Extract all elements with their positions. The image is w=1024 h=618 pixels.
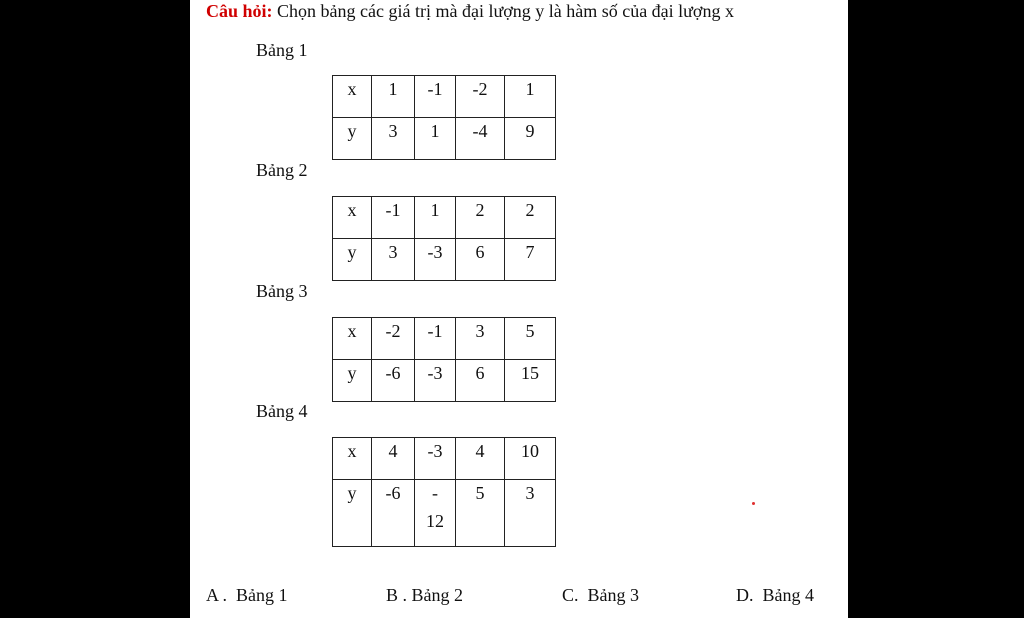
table-cell: 3 — [372, 118, 415, 160]
table-cell: 4 — [456, 438, 505, 480]
table-1-y-row — [333, 118, 556, 160]
table-2-x-row — [333, 197, 556, 239]
table-cell: -2 — [372, 318, 415, 360]
table-cell: 6 — [456, 360, 505, 402]
table-4 — [332, 437, 556, 547]
answer-text: Bảng 2 — [411, 585, 464, 605]
answer-text: Bảng 3 — [587, 585, 640, 605]
table-cell: -6 — [372, 360, 415, 402]
table-4-x-row — [333, 438, 556, 480]
answer-option-a[interactable] — [206, 585, 288, 606]
table-cell: 7 — [505, 239, 556, 281]
table-cell: -1 — [372, 197, 415, 239]
table-4-label: Bảng 4 — [256, 401, 308, 421]
table-cell: x — [333, 197, 372, 239]
table-cell: 1 — [415, 118, 456, 160]
table-cell: y — [333, 480, 372, 547]
table-cell: 1 — [505, 76, 556, 118]
split-value-top: - — [432, 483, 438, 503]
table-cell: -3 — [415, 438, 456, 480]
answer-key: C. — [562, 585, 579, 605]
table-cell: 4 — [372, 438, 415, 480]
table-cell: y — [333, 360, 372, 402]
table-cell: 5 — [505, 318, 556, 360]
table-cell: -6 — [372, 480, 415, 547]
table-cell: -1 — [415, 318, 456, 360]
table-cell: 1 — [415, 197, 456, 239]
question-line — [206, 1, 734, 22]
answer-text: Bảng 4 — [762, 585, 814, 605]
answer-option-c[interactable] — [562, 585, 639, 606]
table-cell: -1 — [415, 76, 456, 118]
table-cell: 5 — [456, 480, 505, 547]
table-2 — [332, 196, 556, 281]
answer-key: B . — [386, 585, 408, 605]
table-cell: -2 — [456, 76, 505, 118]
table-cell: 10 — [505, 438, 556, 480]
table-cell: 2 — [505, 197, 556, 239]
stray-red-dot — [752, 502, 755, 505]
table-2-y-row — [333, 239, 556, 281]
split-value-bottom: 12 — [426, 511, 444, 531]
answer-text: Bảng 1 — [236, 585, 288, 605]
table-cell: 1 — [372, 76, 415, 118]
table-cell: 9 — [505, 118, 556, 160]
table-cell: 3 — [456, 318, 505, 360]
table-cell: 2 — [456, 197, 505, 239]
table-cell: x — [333, 318, 372, 360]
table-cell: 15 — [505, 360, 556, 402]
table-3-label: Bảng 3 — [256, 281, 308, 301]
table-cell: 3 — [505, 480, 556, 547]
table-cell-split — [415, 480, 456, 547]
table-1 — [332, 75, 556, 160]
table-3 — [332, 317, 556, 402]
table-2-label: Bảng 2 — [256, 160, 308, 180]
question-text: Chọn bảng các giá trị mà đại lượng y là hàm số của đại lượng x — [272, 1, 734, 21]
table-cell: x — [333, 76, 372, 118]
table-cell: -4 — [456, 118, 505, 160]
table-cell: -3 — [415, 239, 456, 281]
table-cell: -3 — [415, 360, 456, 402]
table-4-y-row — [333, 480, 556, 547]
table-cell: 6 — [456, 239, 505, 281]
answer-option-b[interactable] — [386, 585, 463, 606]
table-3-x-row — [333, 318, 556, 360]
worksheet-page — [190, 0, 848, 618]
question-lead: Câu hỏi: — [206, 1, 273, 21]
table-cell: x — [333, 438, 372, 480]
table-cell: 3 — [372, 239, 415, 281]
table-cell: y — [333, 239, 372, 281]
table-3-y-row — [333, 360, 556, 402]
table-cell: y — [333, 118, 372, 160]
answer-key: A . — [206, 585, 228, 605]
answer-option-d[interactable] — [736, 585, 814, 606]
answer-key: D. — [736, 585, 754, 605]
table-1-label: Bảng 1 — [256, 40, 308, 60]
table-1-x-row — [333, 76, 556, 118]
